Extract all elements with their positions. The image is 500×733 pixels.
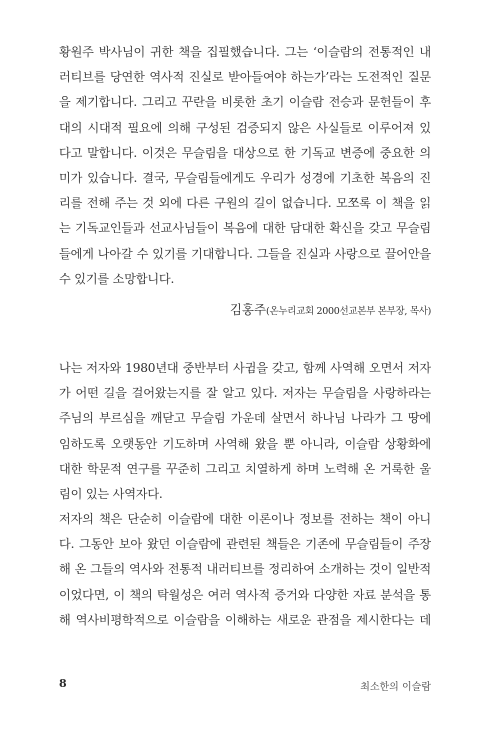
endorser-name: 김홍주 (229, 302, 267, 317)
text-line: 다. 그동안 보아 왔던 이슬람에 관련된 책들은 기존에 무슬림들이 주장 (59, 537, 431, 552)
text-line: 나는 저자와 1980년대 중반부터 사귐을 갖고, 함께 사역해 오면서 저자 (59, 361, 431, 375)
running-footer-title: 최소한의 이슬람 (360, 682, 431, 693)
text-line: 리를 전해 주는 것 외에 다른 구원의 길이 없습니다. 모쪼록 이 책을 읽 (59, 196, 431, 211)
text-line: 임하도록 오랫동안 기도하며 사역해 왔을 뿐 아니라, 이슬람 상황화에 (59, 436, 431, 451)
text-line: 미가 있습니다. 결국, 무슬림들에게도 우리가 성경에 기초한 복음의 진 (59, 170, 431, 185)
endorsement-paragraph (59, 40, 431, 292)
text-line: 저자의 책은 단순히 이슬람에 대한 이론이나 정보를 전하는 책이 아니 (59, 512, 431, 526)
text-line: 림이 있는 사역자다. (59, 486, 163, 501)
text-line: 가 어떤 길을 걸어왔는지를 잘 알고 있다. 저자는 무슬림을 사랑하라는 (59, 386, 431, 401)
text-line: 해 온 그들의 역사와 전통적 내러티브를 정리하여 소개하는 것이 일반적 (59, 562, 431, 577)
endorser-affiliation: (온누리교회 2000선교본부 본부장, 목사) (266, 306, 431, 317)
text-line: 다고 말합니다. 이것은 무슬림을 대상으로 한 기독교 변증에 중요한 의 (59, 145, 431, 160)
text-line: 이었다면, 이 책의 탁월성은 여러 역사적 증거와 다양한 자료 분석을 통 (59, 587, 431, 602)
page-number: 8 (59, 677, 67, 690)
body-paragraph (59, 356, 431, 507)
text-line: 대한 학문적 연구를 꾸준히 그리고 치열하게 하며 노력해 온 거룩한 울 (59, 461, 431, 476)
text-line: 주님의 부르심을 깨닫고 무슬림 가운데 살면서 하나님 나라가 그 땅에 (59, 411, 431, 426)
text-line: 러티브를 당연한 역사적 진실로 받아들여야 하는가’라는 도전적인 질문 (59, 70, 431, 85)
text-line: 황원주 박사님이 귀한 책을 집필했습니다. 그는 ‘이슬람의 전통적인 내 (59, 45, 431, 59)
text-line: 대의 시대적 필요에 의해 구성된 검증되지 않은 사실들로 이루어져 있 (59, 120, 431, 135)
text-line: 해 역사비평학적으로 이슬람을 이해하는 새로운 관점을 제시한다는 데 (59, 612, 431, 627)
text-line: 는 기독교인들과 선교사님들이 복음에 대한 담대한 확신을 갖고 무슬림 (59, 221, 431, 236)
text-line: 수 있기를 소망합니다. (59, 271, 175, 286)
body-paragraph (59, 507, 431, 633)
endorser-signature (230, 300, 431, 322)
text-line: 을 제기합니다. 그리고 꾸란을 비롯한 초기 이슬람 전승과 문헌들이 후 (59, 95, 431, 110)
text-line: 들에게 나아갈 수 있기를 기대합니다. 그들을 진실과 사랑으로 끌어안을 (59, 246, 431, 261)
